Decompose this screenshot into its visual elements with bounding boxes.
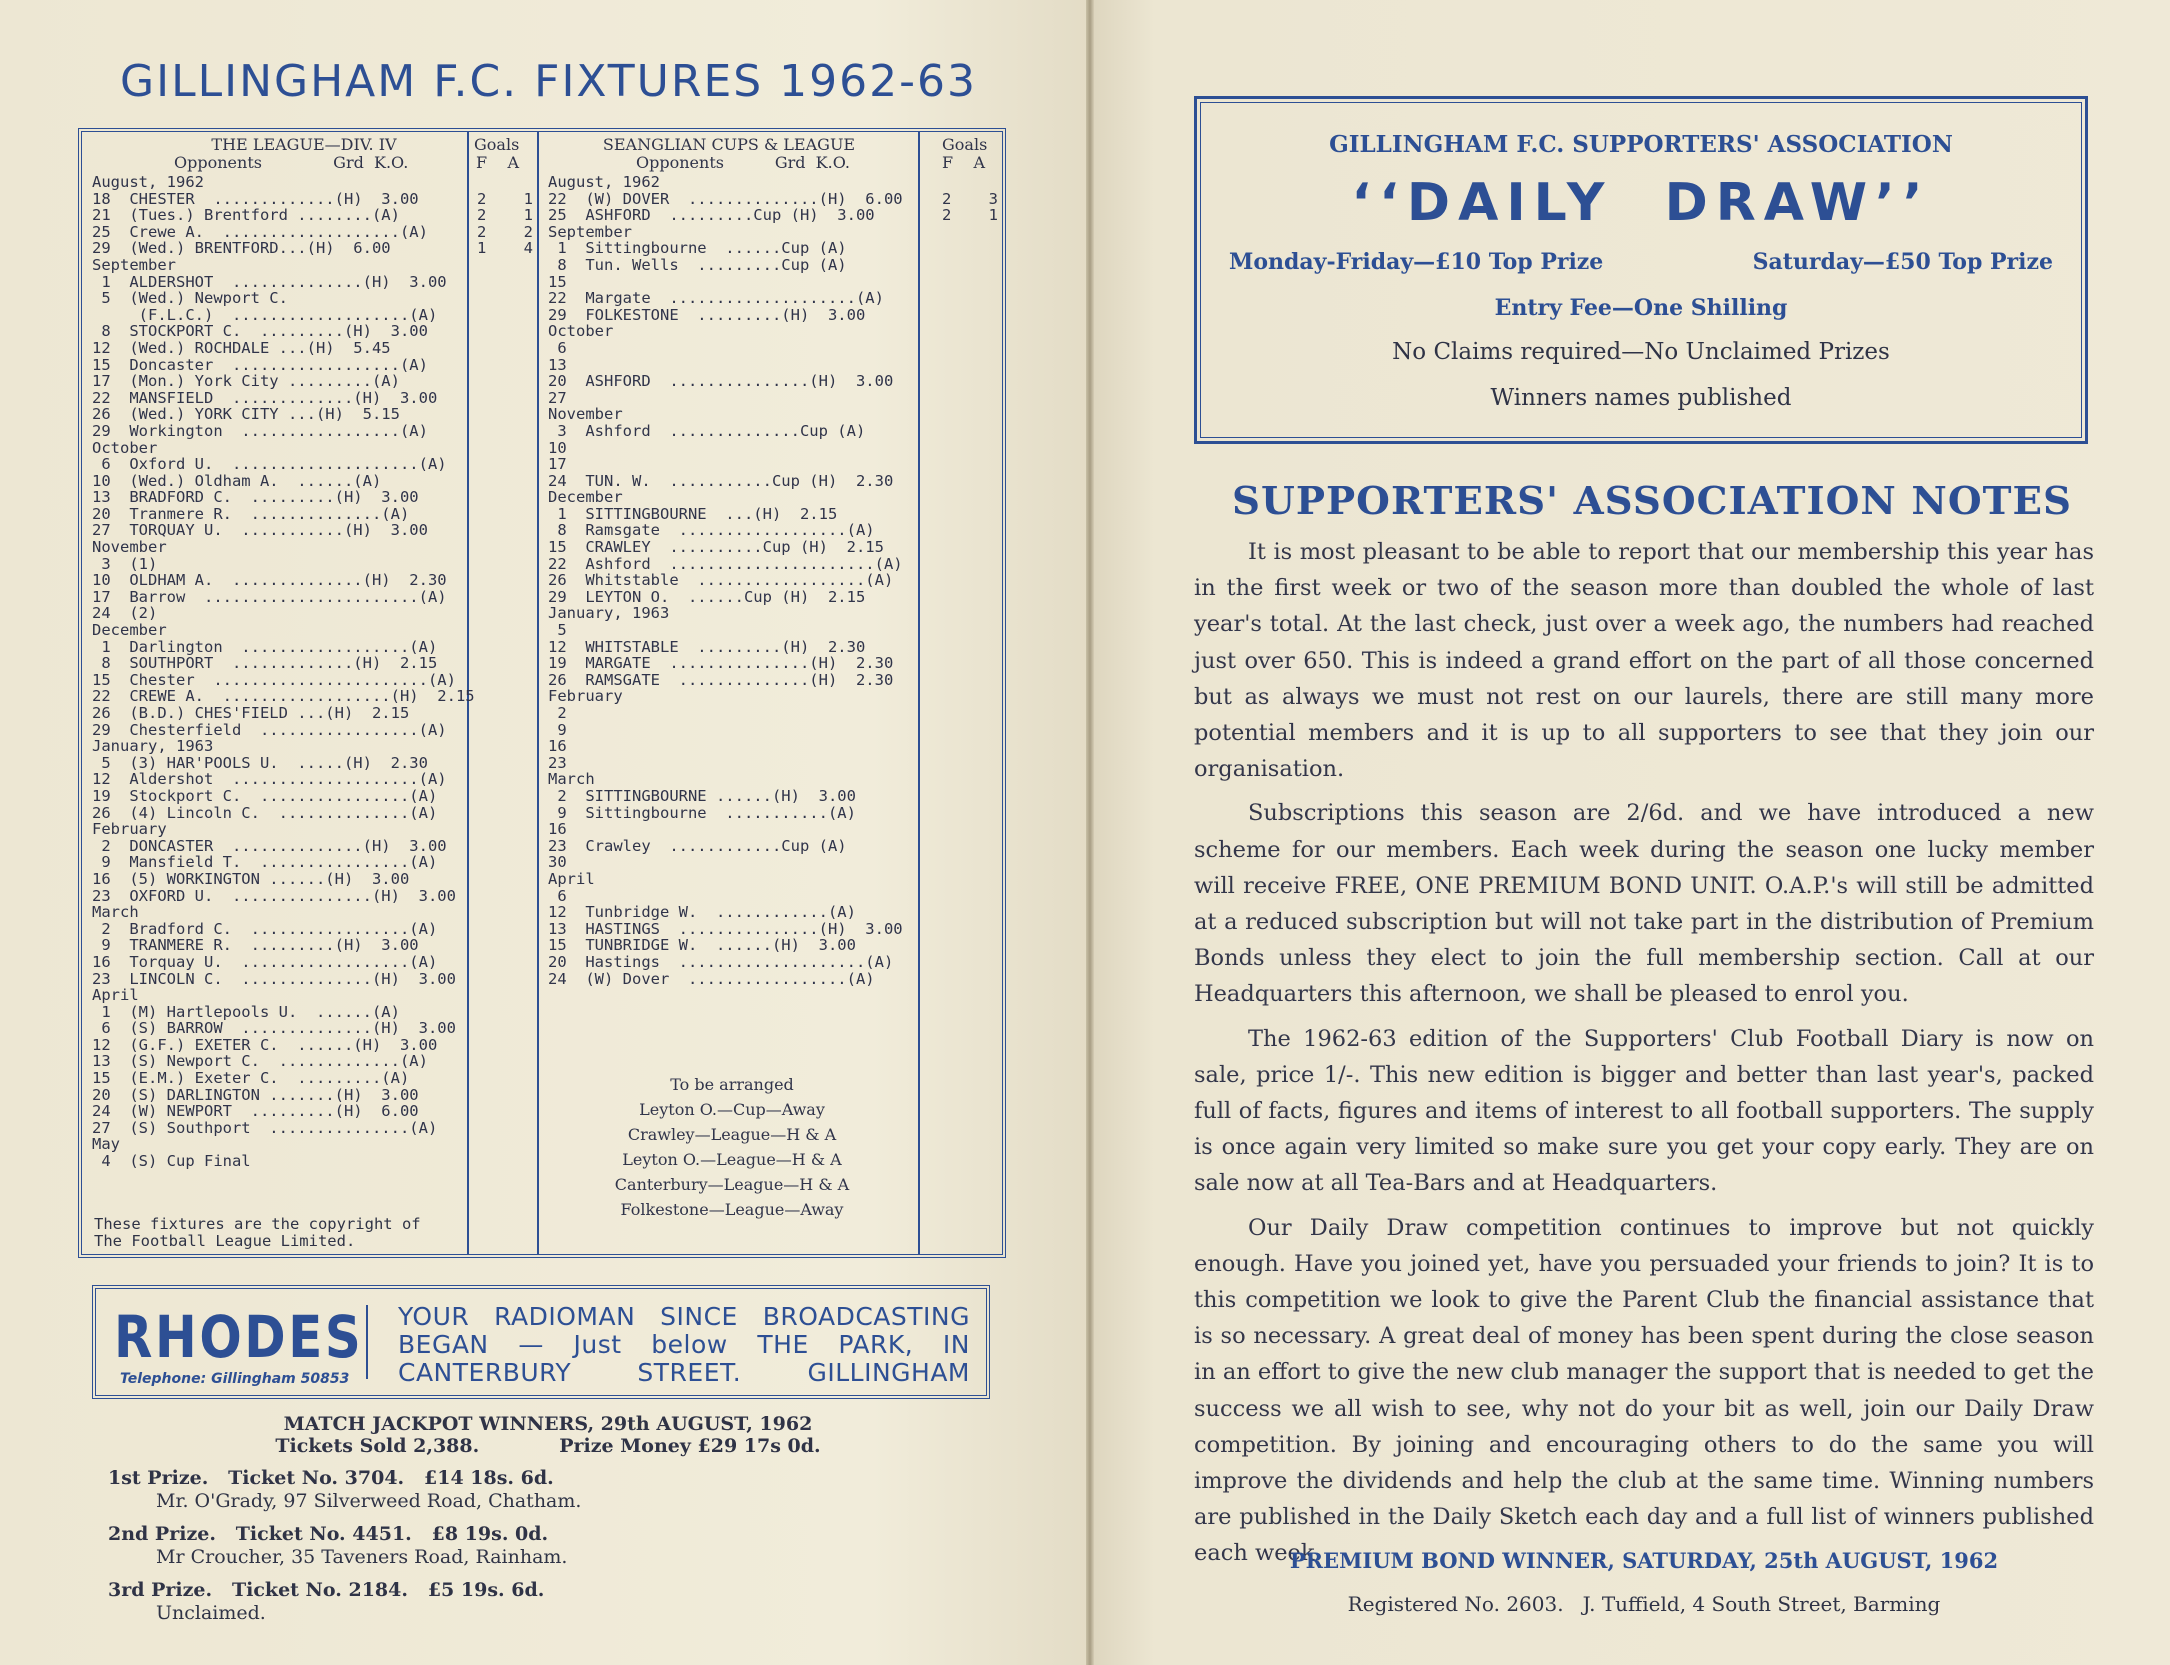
notes-heading: SUPPORTERS' ASSOCIATION NOTES — [1232, 478, 2073, 523]
prize-winner: Unclaimed. — [156, 1602, 266, 1624]
notes-body — [1194, 534, 2094, 1580]
fixtures-title: GILLINGHAM F.C. FIXTURES 1962-63 — [120, 56, 978, 107]
league-goals-list: 2 1 2 1 2 2 1 4 — [477, 189, 533, 258]
seanglian-header: SEANGLIAN CUPS & LEAGUE — [602, 135, 856, 154]
prize-winner: Mr Croucher, 35 Taveners Road, Rainham. — [156, 1546, 568, 1568]
saturday-prize: Saturday—£50 Top Prize — [1752, 249, 2053, 275]
notes-paragraph: Our Daily Draw competition continues to improve but not quickly enough. Have you joined yet, have you persuaded your friends to join? It is to this competition we look to give the Parent Club the financial assistance that is so necessary. A great deal of money has been spent during the close season in an effort to give the new club manager the support that is needed to get the success we all wish to see, why not do your bit as well, join our Daily Draw competition. By joining and encouraging others to do the same you will improve the dividends and help the club at the same time. Winning numbers are published in the Daily Sketch each day and a full list of winners published each week. — [1194, 1214, 2094, 1567]
daily-draw-box — [1194, 96, 2088, 444]
association-name: GILLINGHAM F.C. SUPPORTERS' ASSOCIATION — [1329, 131, 1953, 158]
arranged-line: Crawley—League—H & A — [627, 1125, 837, 1144]
rhodes-telephone: Telephone: Gillingham 50853 — [120, 1371, 350, 1387]
jackpot-winners — [108, 1413, 988, 1625]
tickets-sold: Tickets Sold 2,388. — [275, 1435, 480, 1457]
column-divider — [537, 132, 539, 1254]
rhodes-logo: RHODES — [114, 1303, 364, 1371]
claims-line: No Claims required—No Unclaimed Prizes — [1392, 339, 1890, 365]
prize-line: 1st Prize. Ticket No. 3704. £14 18s. 6d. — [108, 1467, 554, 1489]
to-be-arranged — [602, 1072, 862, 1222]
arranged-line: To be arranged — [670, 1075, 794, 1094]
league-header: THE LEAGUE—DIV. IV — [211, 135, 397, 154]
seanglian-goals-fa: F A — [942, 153, 985, 172]
prize-winner: Mr. O'Grady, 97 Silverweed Road, Chatham. — [156, 1490, 582, 1512]
arranged-line: Canterbury—League—H & A — [614, 1175, 850, 1194]
prize-entry — [108, 1523, 988, 1569]
book-spine — [1086, 0, 1094, 1665]
seanglian-subheader: Opponents Grd K.O. — [636, 153, 850, 172]
jackpot-title: MATCH JACKPOT WINNERS, 29th AUGUST, 1962 — [283, 1413, 813, 1435]
notes-paragraph: The 1962-63 edition of the Supporters' Club Football Diary is now on sale, price 1/-. This new edition is bigger and better than last year's, packed full of facts, figures and items of interest to all football supporters. The supply is once again very limited so make sure you get your copy early. They are on sale now at all Tea-Bars and at Headquarters. — [1194, 1025, 2094, 1197]
rhodes-ad-text: YOUR RADIOMAN SINCE BROADCASTING BEGAN — Just below THE PARK, IN CANTERBURY STREET. GILLINGHAM — [398, 1302, 970, 1387]
seanglian-goals-list: 2 3 2 1 — [942, 189, 998, 225]
league-fixtures-list: August, 1962 18 CHESTER .............(H) 3.00 21 (Tues.) Brentford ........(A) 25 Crewe A. ...................(A) 29 (Wed.) BRENTFORD...(H) 6.00 September 1 ALDERSHOT ..............(H) 3.00 5 (Wed.) Newport C. (F.L.C.) ...................(A) 8 STOCKPORT C. .........(H) 3.00 12 (Wed.) ROCHDALE ...(H) 5.45 15 Doncaster ..................(A) 17 (Mon.) York City .........(A) 22 MANSFIELD .............(H) 3.00 26 (Wed.) YORK CITY ...(H) 5.15 29 Workington .................(A) October 6 Oxford U. ....................(A) 10 (Wed.) Oldham A. ......(A) 13 BRADFORD C. .........(H) 3.00 20 Tranmere R. ..............(A) 27 TORQUAY U. ...........(H) 3.00 November 3 (1) 10 OLDHAM A. ..............(H) 2.30 17 Barrow .......................(A) 24 (2) December 1 Darlington ..................(A) 8 SOUTHPORT .............(H) 2.15 15 Chester .......................(A) 22 CREWE A. ..................(H) 2.15 26 (B.D.) CHES'FIELD ...(H) 2.15 29 Chesterfield .................(A) January, 1963 5 (3) HAR'POOLS U. .....(H) 2.30 12 Aldershot ....................(A) 19 Stockport C. ................(A) 26 (4) Lincoln C. ..............(A) February 2 DONCASTER ..............(H) 3.00 9 Mansfield T. ................(A) 16 (5) WORKINGTON ......(H) 3.00 23 OXFORD U. ...............(H) 3.00 March 2 Bradford C. .................(A) 9 TRANMERE R. .........(H) 3.00 16 Torquay U. ..................(A) 23 LINCOLN C. ..............(H) 3.00 April 1 (M) Hartlepools U. ......(A) 6 (S) BARROW ..............(H) 3.00 12 (G.F.) EXETER C. ......(H) 3.00 13 (S) Newport C. .............(A) 15 (E.M.) Exeter C. .........(A) 20 (S) DARLINGTON .......(H) 3.00 24 (W) NEWPORT .........(H) 6.00 27 (S) Southport ...............(A) May 4 (S) Cup Final — [92, 173, 475, 1171]
notes-paragraph: Subscriptions this season are 2/6d. and we have introduced a new scheme for our members. Each week during the season one lucky member will receive FREE, ONE PREMIUM BOND UNIT. O.A.P.'s will still be admitted at a reduced subscription but will not take part in the distribution of Premium Bonds unless they elect to join the full membership section. Call at our Headquarters this afternoon, we shall be pleased to enrol you. — [1194, 800, 2094, 1008]
prize-money: Prize Money £29 17s 0d. — [559, 1435, 821, 1457]
winners-line: Winners names published — [1490, 385, 1792, 411]
prize-entry — [108, 1579, 988, 1625]
seanglian-goals-header: Goals — [942, 135, 988, 154]
fixtures-table — [78, 128, 1006, 1258]
seanglian-fixtures-list: August, 1962 22 (W) DOVER ..............(H) 6.00 25 ASHFORD .........Cup (H) 3.00 September 1 Sittingbourne ......Cup (A) 8 Tun. Wells .........Cup (A) 15 22 Margate ....................(A) 29 FOLKESTONE .........(H) 3.00 October 6 13 20 ASHFORD ...............(H) 3.00 27 November 3 Ashford ..............Cup (A) 10 17 24 TUN. W. ...........Cup (H) 2.30 December 1 SITTINGBOURNE ...(H) 2.15 8 Ramsgate ..................(A) 15 CRAWLEY ..........Cup (H) 2.15 22 Ashford ......................(A) 26 Whitstable ..................(A) 29 LEYTON O. ......Cup (H) 2.15 January, 1963 5 12 WHITSTABLE .........(H) 2.30 19 MARGATE ...............(H) 2.30 26 RAMSGATE ..............(H) 2.30 February 2 9 16 23 March 2 SITTINGBOURNE ......(H) 3.00 9 Sittingbourne ...........(A) 16 23 Crawley ............Cup (A) 30 April 6 12 Tunbridge W. ............(A) 13 HASTINGS ...............(H) 3.00 15 TUNBRIDGE W. ......(H) 3.00 20 Hastings ....................(A) 24 (W) Dover .................(A) — [548, 173, 903, 988]
prize-entry — [108, 1467, 988, 1513]
entry-fee: Entry Fee—One Shilling — [1494, 295, 1788, 321]
rhodes-advertisement — [92, 1285, 990, 1399]
column-divider — [918, 132, 920, 1254]
arranged-line: Folkestone—League—Away — [620, 1200, 844, 1219]
daily-draw-prizes — [1229, 249, 2053, 275]
league-subheader: Opponents Grd K.O. — [174, 153, 409, 172]
rhodes-divider — [366, 1305, 368, 1379]
jackpot-summary — [108, 1435, 988, 1457]
daily-draw-title: ‘‘DAILY DRAW’’ — [1351, 173, 1931, 233]
notes-paragraph: It is most pleasant to be able to report that our membership this year has in the first week or two of the season more than doubled the whole of last year's total. At the last check, just over a week ago, the numbers had reached just over 650. This is indeed a grand effort on the part of all those concerned but as always we must not rest on our laurels, there are still many more potential members and it is up to all supporters to see that they join our organisation. — [1194, 539, 2094, 783]
copyright-notice: These fixtures are the copyright of The Football League Limited. — [94, 1215, 421, 1250]
registered-line: Registered No. 2603. J. Tuffield, 4 South Street, Barming — [1347, 1592, 1941, 1616]
league-goals-fa: F A — [476, 153, 519, 172]
prize-line: 2nd Prize. Ticket No. 4451. £8 19s. 0d. — [108, 1523, 549, 1545]
arranged-line: Leyton O.—Cup—Away — [639, 1100, 825, 1119]
prize-line: 3rd Prize. Ticket No. 2184. £5 19s. 6d. — [108, 1579, 545, 1601]
arranged-line: Leyton O.—League—H & A — [622, 1150, 842, 1169]
league-goals-header: Goals — [474, 135, 520, 154]
premium-bond-winner: PREMIUM BOND WINNER, SATURDAY, 25th AUGUST, 1962 — [1289, 1548, 1999, 1573]
weekday-prize: Monday-Friday—£10 Top Prize — [1229, 249, 1604, 275]
